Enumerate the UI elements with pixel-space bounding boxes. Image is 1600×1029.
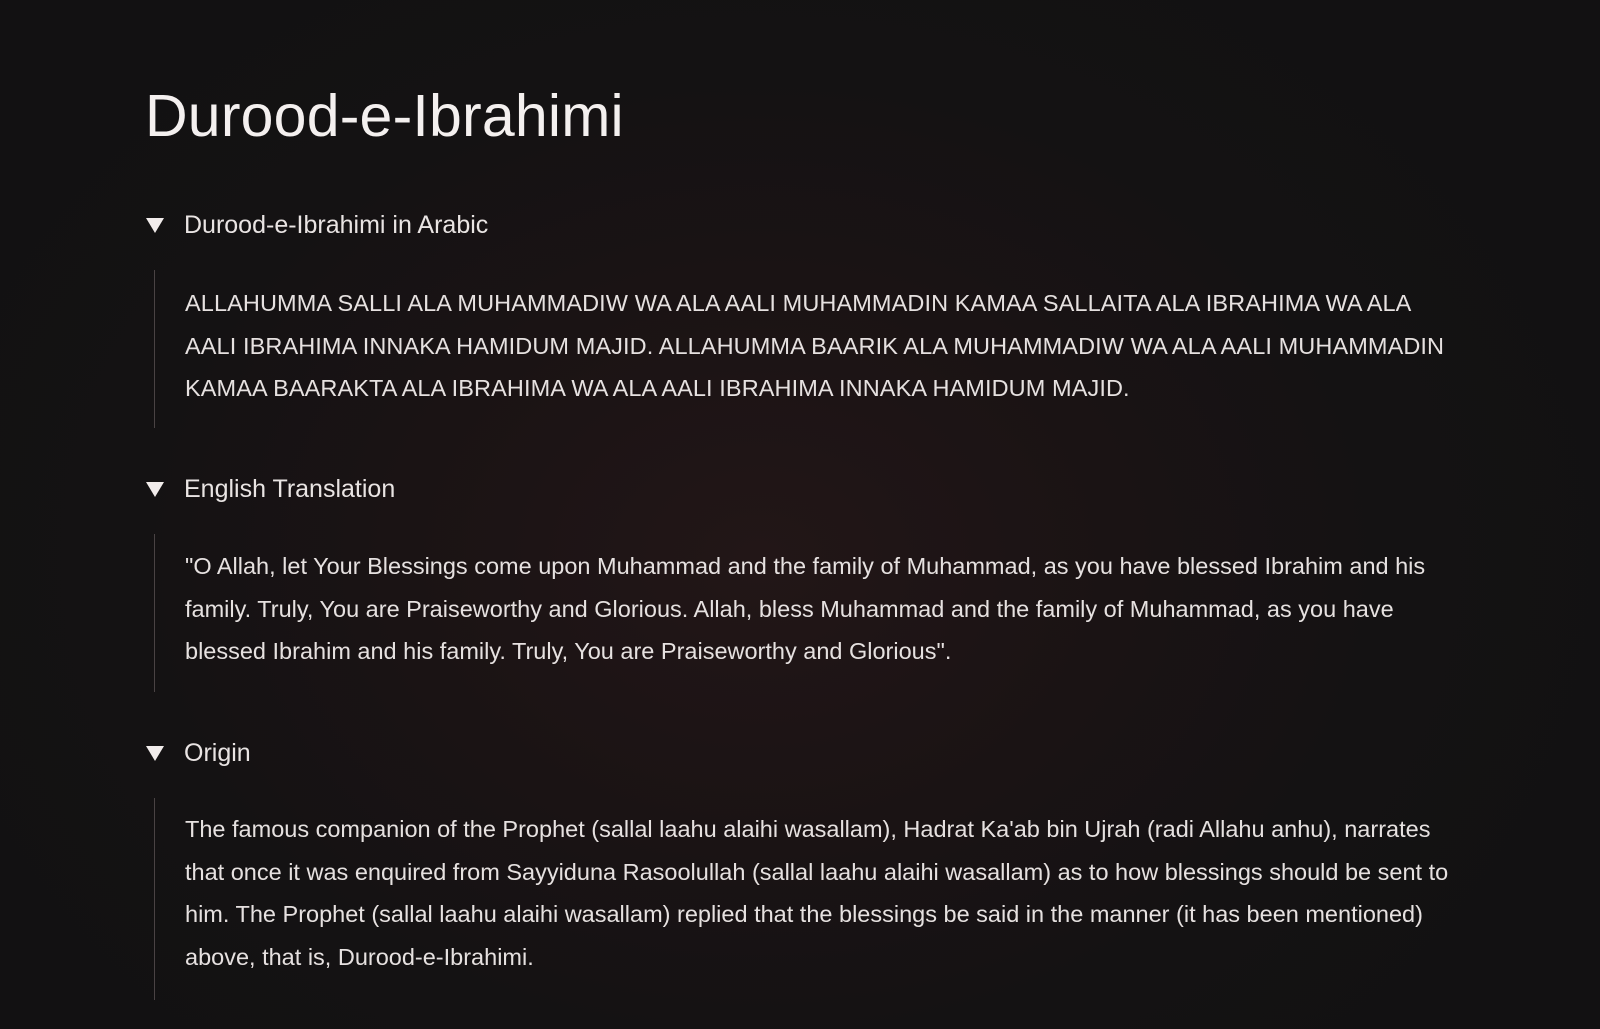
section-content bbox=[154, 798, 1455, 1000]
section-text: The famous companion of the Prophet (sallal laahu alaihi wasallam), Hadrat Ka'ab bin Ujrah (radi Allahu anhu), narrates that once it was enquired from Sayyiduna Rasoolullah (sallal laahu alaihi wasallam) as to how blessings should be sent to him. The Prophet (sallal laahu alaihi wasallam) replied that the blessings be said in the manner (it has been mentioned) above, that is, Durood-e-Ibrahimi. bbox=[185, 816, 1449, 970]
section-arabic bbox=[145, 208, 1455, 428]
toggle-translation[interactable] bbox=[145, 472, 1455, 506]
caret-down-icon bbox=[146, 218, 164, 233]
section-origin bbox=[145, 736, 1455, 1000]
section-text: "O Allah, let Your Blessings come upon Muhammad and the family of Muhammad, as you have blessed Ibrahim and his family. Truly, You are Praiseworthy and Glorious. Allah, bless Muhammad and the family of Muhammad, as you have blessed Ibrahim and his family. Truly, You are Praiseworthy and Glorious". bbox=[185, 553, 1426, 664]
section-content bbox=[154, 534, 1455, 692]
caret-down-icon bbox=[146, 482, 164, 497]
section-content bbox=[154, 270, 1455, 428]
toggle-origin[interactable] bbox=[145, 736, 1455, 770]
toggle-arabic[interactable] bbox=[145, 208, 1455, 242]
section-title: Origin bbox=[184, 738, 251, 767]
section-title: Durood-e-Ibrahimi in Arabic bbox=[184, 210, 489, 239]
section-text: ALLAHUMMA SALLI ALA MUHAMMADIW WA ALA AALI MUHAMMADIN KAMAA SALLAITA ALA IBRAHIMA WA ALA AALI IBRAHIMA INNAKA HAMIDUM MAJID. ALLAHUMMA BAARIK ALA MUHAMMADIW WA ALA AALI MUHAMMADIN KAMAA BAARAKTA ALA IBRAHIMA WA ALA AALI IBRAHIMA INNAKA HAMIDUM MAJID. bbox=[185, 290, 1445, 401]
section-title: English Translation bbox=[184, 474, 396, 503]
page-title: Durood-e-Ibrahimi bbox=[145, 83, 624, 149]
section-translation bbox=[145, 472, 1455, 692]
caret-down-icon bbox=[146, 746, 164, 761]
